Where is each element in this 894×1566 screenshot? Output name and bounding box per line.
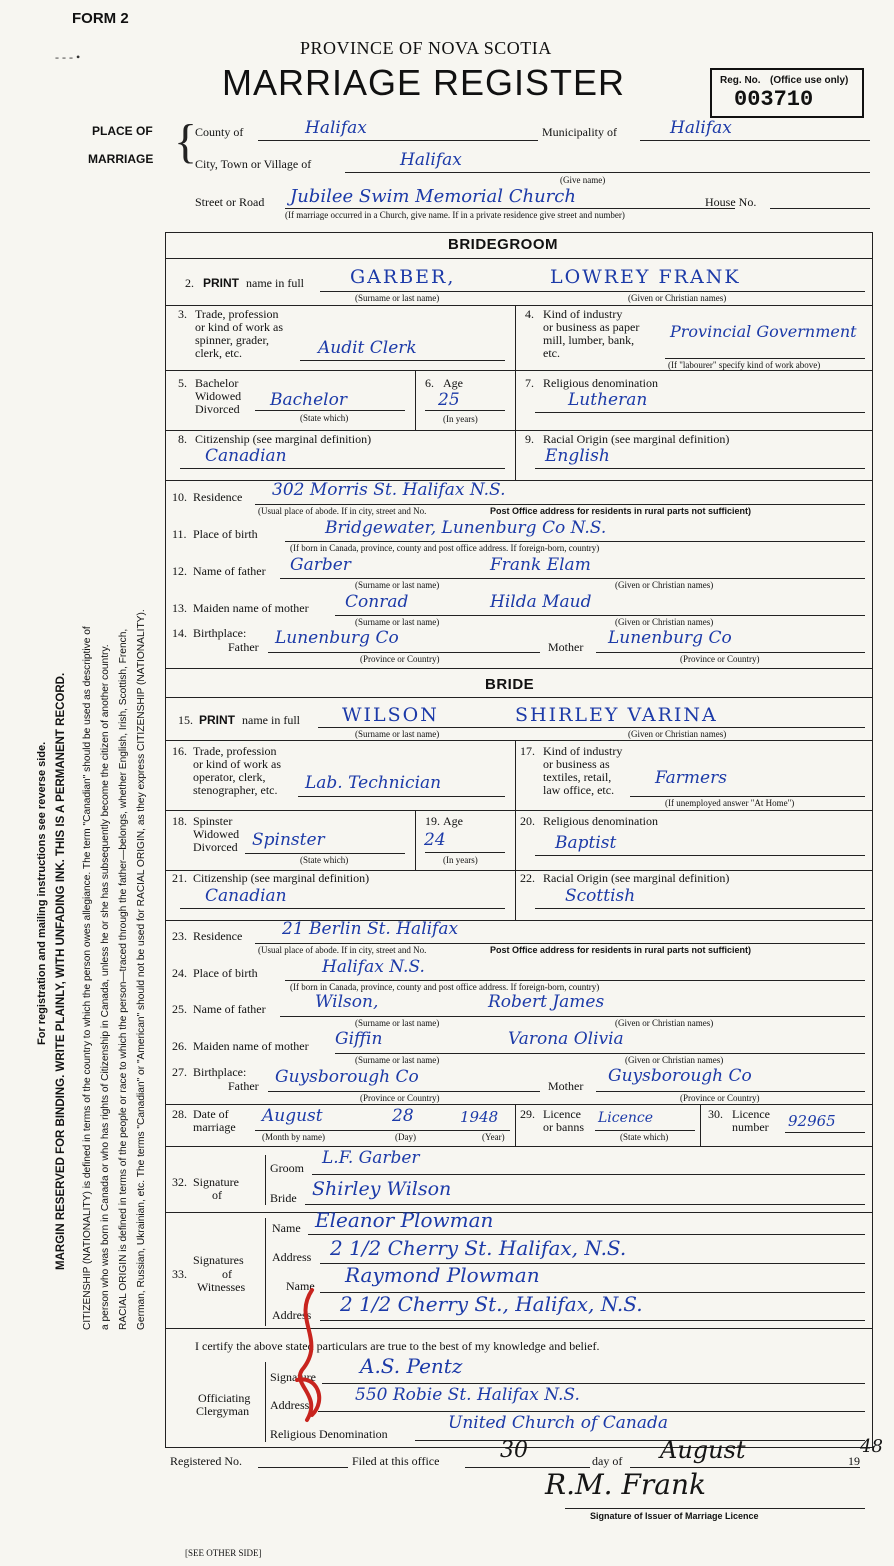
- witness1-name-label: Name: [272, 1221, 301, 1235]
- witness1-name-line: [308, 1234, 865, 1235]
- clergy-denomination: United Church of Canada: [448, 1413, 668, 1433]
- f11-line: [285, 541, 865, 542]
- f9-line: [535, 468, 865, 469]
- religious-denomination-label: Religious Denomination: [270, 1427, 388, 1441]
- margin-instruction-1: For registration and mailing instructions see reverse side.: [36, 741, 48, 1045]
- f6-num: 6.: [425, 376, 434, 390]
- day-caption: (Day): [395, 1132, 416, 1142]
- marriage-month: August: [262, 1106, 323, 1126]
- f18-line1: Spinster: [193, 814, 233, 828]
- witness1-address-label: Address: [272, 1250, 312, 1264]
- f22-num: 22.: [520, 871, 535, 885]
- bridegroom-heading: BRIDEGROOM: [448, 236, 558, 253]
- mother-label: Mother: [548, 1079, 584, 1093]
- give-name-caption: (Give name): [560, 175, 606, 185]
- given-caption: (Given or Christian names): [615, 580, 714, 590]
- divider: [515, 430, 516, 480]
- province-caption: (Province or Country): [680, 1093, 760, 1103]
- witness2-name: Raymond Plowman: [345, 1263, 540, 1287]
- f2-line: [320, 291, 865, 292]
- f17-num: 17.: [520, 744, 535, 758]
- f24-num: 24.: [172, 966, 187, 980]
- f32-line1: Signature: [193, 1175, 239, 1189]
- divider: [515, 305, 516, 370]
- bride-age: 24: [424, 830, 446, 850]
- f33-line2: of: [222, 1267, 232, 1281]
- f12-line: [280, 578, 865, 579]
- f13-num: 13.: [172, 601, 187, 615]
- f4-line2: or business as paper: [543, 320, 640, 334]
- f29-line1: Licence: [543, 1107, 581, 1121]
- f15-print: PRINT: [199, 713, 235, 727]
- f26-label: Maiden name of mother: [193, 1039, 309, 1053]
- bride-heading: BRIDE: [485, 676, 535, 693]
- bride-mother-given: Varona Olivia: [508, 1029, 624, 1049]
- f27-label: Birthplace:: [193, 1065, 247, 1079]
- margin-instruction-2: MARGIN RESERVED FOR BINDING. WRITE PLAINLY, WITH UNFADING INK. THIS IS A PERMANENT RECORD.: [55, 672, 67, 1270]
- f26-line: [335, 1053, 865, 1054]
- f4-line1: Kind of industry: [543, 307, 623, 321]
- f16-line1: Trade, profession: [193, 744, 277, 758]
- f10-num: 10.: [172, 490, 187, 504]
- clergy-signature-label: Signature: [270, 1370, 316, 1384]
- witness2-address: 2 1/2 Cherry St., Halifax, N.S.: [340, 1292, 643, 1316]
- residence-note: Post Office address for residents in rural parts not sufficient): [490, 945, 752, 955]
- f33-line3: Witnesses: [197, 1280, 246, 1294]
- divider: [700, 1104, 701, 1146]
- street-line: [285, 208, 735, 209]
- f28-line2: marriage: [193, 1120, 236, 1134]
- divider: [165, 258, 873, 259]
- given-caption: (Given or Christian names): [615, 617, 714, 627]
- licence-number: 92965: [788, 1112, 836, 1130]
- municipality-value: Halifax: [670, 118, 732, 138]
- f4-line: [665, 358, 865, 359]
- clergy-address: 550 Robie St. Halifax N.S.: [355, 1385, 580, 1405]
- witness2-address-line: [320, 1320, 865, 1321]
- f29-num: 29.: [520, 1107, 535, 1121]
- surname-caption: (Surname or last name): [355, 617, 440, 627]
- f5-line: [255, 410, 405, 411]
- f2-label: name in full: [246, 276, 304, 290]
- f17-line3: textiles, retail,: [543, 770, 612, 784]
- f25-label: Name of father: [193, 1002, 266, 1016]
- groom-label: Groom: [270, 1161, 304, 1175]
- f2-print: PRINT: [203, 276, 239, 290]
- house-line: [770, 208, 870, 209]
- filed-day: 30: [500, 1438, 528, 1463]
- f17-line1: Kind of industry: [543, 744, 623, 758]
- divider: [165, 810, 873, 811]
- groom-given: LOWREY FRANK: [550, 266, 741, 288]
- groom-mother-given: Hilda Maud: [490, 592, 592, 612]
- f23-line: [255, 943, 865, 944]
- f21-label: Citizenship (see marginal definition): [193, 871, 370, 885]
- groom-father-birthplace: Lunenburg Co: [275, 628, 399, 648]
- f17-line2: or business as: [543, 757, 610, 771]
- groom-signature: L.F. Garber: [322, 1148, 420, 1168]
- f5-line2: Widowed: [195, 389, 242, 403]
- filed-label: Filed at this office: [352, 1454, 440, 1468]
- year-caption: (Year): [482, 1132, 505, 1142]
- county-value: Halifax: [305, 118, 367, 138]
- surname-caption: (Surname or last name): [355, 1018, 440, 1028]
- f6-label: Age: [443, 376, 463, 390]
- birth-caption: (If born in Canada, province, county and post office address. If foreign-born, country): [290, 982, 600, 992]
- f24-label: Place of birth: [193, 966, 258, 980]
- f2-num: 2.: [185, 276, 194, 290]
- f15-line: [318, 727, 865, 728]
- divider: [165, 1212, 873, 1213]
- bride-label: Bride: [270, 1191, 297, 1205]
- witness1-address: 2 1/2 Cherry St. Halifax, N.S.: [330, 1236, 627, 1260]
- see-other-side: [SEE OTHER SIDE]: [185, 1548, 262, 1558]
- groom-father-given: Frank Elam: [490, 555, 591, 575]
- father-label: Father: [228, 640, 259, 654]
- f14-label: Birthplace:: [193, 626, 247, 640]
- f5-line3: Divorced: [195, 402, 240, 416]
- f32-line2: of: [212, 1188, 222, 1202]
- bride-residence: 21 Berlin St. Halifax: [282, 919, 459, 939]
- f3-line: [300, 360, 505, 361]
- in-years: (In years): [443, 414, 478, 424]
- clergy-line1: Officiating: [198, 1391, 251, 1405]
- f20-line: [535, 855, 865, 856]
- f3-line3: spinner, grader,: [195, 333, 270, 347]
- divider: [415, 810, 416, 870]
- bride-trade: Lab. Technician: [305, 773, 442, 793]
- registered-label: Registered No.: [170, 1454, 242, 1468]
- f18-line2: Widowed: [193, 827, 240, 841]
- f28-line: [255, 1130, 510, 1131]
- surname-caption: (Surname or last name): [355, 293, 440, 303]
- reg-number-box: [710, 68, 864, 118]
- divider: [165, 920, 873, 921]
- brace-icon: {: [174, 115, 198, 168]
- clergy-address-label: Address: [270, 1398, 310, 1412]
- month-caption: (Month by name): [262, 1132, 325, 1142]
- groom-trade: Audit Clerk: [318, 338, 417, 358]
- f9-label: Racial Origin (see marginal definition): [543, 432, 730, 446]
- f25-line: [280, 1016, 865, 1017]
- filed-year: 48: [860, 1436, 883, 1457]
- f9-num: 9.: [525, 432, 534, 446]
- witness2-name-label: Name: [286, 1279, 315, 1293]
- bride-father-given: Robert James: [488, 992, 605, 1012]
- divider: [165, 305, 873, 306]
- f18-line3: Divorced: [193, 840, 238, 854]
- f18-line: [245, 853, 405, 854]
- bride-birthplace: Halifax N.S.: [322, 957, 425, 977]
- divider: [165, 430, 873, 431]
- f14-mother-line: [596, 652, 865, 653]
- province-caption: (Province or Country): [360, 1093, 440, 1103]
- given-caption: (Given or Christian names): [628, 293, 727, 303]
- province-caption: (Province or Country): [680, 654, 760, 664]
- father-label: Father: [228, 1079, 259, 1093]
- groom-residence: 302 Morris St. Halifax N.S.: [272, 480, 506, 500]
- f33-line1: Signatures: [193, 1253, 244, 1267]
- margin-definition-2: a person who was born in Canada or who has rights of Citizenship in Canada, unless he or she has subsequently become the citizen of another country.: [100, 644, 111, 1330]
- f27-father-line: [268, 1091, 540, 1092]
- f4-num: 4.: [525, 307, 534, 321]
- divider: [165, 668, 873, 669]
- clergy-address-line: [318, 1411, 865, 1412]
- county-label: County of: [195, 125, 244, 139]
- f19-num: 19.: [425, 814, 440, 828]
- f29-line: [595, 1130, 695, 1131]
- margin-definition-3: RACIAL ORIGIN is defined in terms of the people or race to which the person—traced through the father—belongs, whether English, Irish, Scottish, French,: [118, 628, 129, 1330]
- issuer-signature: R.M. Frank: [545, 1468, 706, 1501]
- f13-line: [335, 615, 865, 616]
- f19-line: [425, 852, 505, 853]
- f16-line3: operator, clerk,: [193, 770, 266, 784]
- street-label: Street or Road: [195, 195, 265, 209]
- f15-label: name in full: [242, 713, 300, 727]
- f13-label: Maiden name of mother: [193, 601, 309, 615]
- groom-age: 25: [438, 390, 460, 410]
- f29-line2: or banns: [543, 1120, 584, 1134]
- given-caption: (Given or Christian names): [628, 729, 727, 739]
- red-ink-mark: [282, 1280, 342, 1435]
- groom-status: Bachelor: [270, 390, 347, 410]
- groom-mother-birthplace: Lunenburg Co: [608, 628, 732, 648]
- filed-month: August: [660, 1436, 746, 1464]
- municipality-label: Municipality of: [542, 125, 617, 139]
- dash-mark: - - - •: [55, 50, 81, 64]
- mother-label: Mother: [548, 640, 584, 654]
- street-value: Jubilee Swim Memorial Church: [290, 186, 576, 207]
- bride-industry: Farmers: [655, 768, 727, 788]
- f30-line: [785, 1132, 865, 1133]
- f8-label: Citizenship (see marginal definition): [195, 432, 372, 446]
- f30-line1: Licence: [732, 1107, 770, 1121]
- bride-mother-surname: Giffin: [335, 1029, 383, 1049]
- f12-label: Name of father: [193, 564, 266, 578]
- given-caption: (Given or Christian names): [615, 1018, 714, 1028]
- f4-line4: etc.: [543, 346, 560, 360]
- f5-line1: Bachelor: [195, 376, 239, 390]
- groom-sig-line: [312, 1174, 865, 1175]
- f28-num: 28.: [172, 1107, 187, 1121]
- clergy-signature: A.S. Pentz: [360, 1354, 463, 1378]
- divider: [515, 370, 516, 430]
- margin-definition-1: CITIZENSHIP (NATIONALITY) is defined in terms of the country to which the person owes allegiance. The term "Canadian" should be used as descriptive of: [82, 626, 93, 1330]
- f18-num: 18.: [172, 814, 187, 828]
- page-title: MARRIAGE REGISTER: [222, 62, 626, 103]
- f16-num: 16.: [172, 744, 187, 758]
- f33-num: 33.: [172, 1267, 187, 1281]
- divider: [515, 1104, 516, 1146]
- divider: [165, 1328, 873, 1329]
- divider: [515, 740, 516, 810]
- witness1-name: Eleanor Plowman: [315, 1208, 494, 1232]
- marriage-day: 28: [392, 1106, 414, 1126]
- f6-line: [425, 410, 505, 411]
- county-line: [258, 140, 538, 141]
- f22-line: [535, 908, 865, 909]
- f16-line: [298, 796, 505, 797]
- groom-religion: Lutheran: [568, 390, 648, 410]
- f17-line: [630, 796, 865, 797]
- house-label: House No.: [705, 195, 757, 209]
- f4-line3: mill, lumber, bank,: [543, 333, 635, 347]
- divider: [515, 810, 516, 870]
- bride-status: Spinster: [252, 830, 325, 850]
- province-caption: (Province or Country): [360, 654, 440, 664]
- registered-line: [258, 1467, 348, 1468]
- f3-line1: Trade, profession: [195, 307, 279, 321]
- birth-caption: (If born in Canada, province, county and post office address. If foreign-born, country): [290, 543, 600, 553]
- f3-line4: clerk, etc.: [195, 346, 242, 360]
- f7-line: [535, 412, 865, 413]
- f16-line4: stenographer, etc.: [193, 783, 278, 797]
- state-which: (State which): [300, 855, 349, 865]
- f30-num: 30.: [708, 1107, 723, 1121]
- groom-mother-surname: Conrad: [345, 592, 409, 612]
- margin-definition-4: German, Russian, Ukrainian, etc. The terms "Canadian" or "American" should not be used for RACIAL ORIGIN, as they express CITIZENSHIP (NATIONALITY).: [136, 609, 147, 1330]
- f10-line: [255, 504, 865, 505]
- bride-given: SHIRLEY VARINA: [515, 704, 718, 726]
- street-note: (If marriage occurred in a Church, give name. If in a private residence give street and number): [285, 210, 625, 220]
- bride-father-surname: Wilson,: [315, 992, 379, 1012]
- licence-type: Licence: [598, 1110, 654, 1126]
- place-label-2: MARRIAGE: [88, 152, 154, 166]
- divider: [165, 697, 873, 698]
- reg-office-note: (Office use only): [770, 75, 849, 86]
- city-line: [345, 172, 870, 173]
- f23-label: Residence: [193, 929, 243, 943]
- residence-caption: (Usual place of abode. If in city, street and No.: [258, 506, 427, 516]
- surname-caption: (Surname or last name): [355, 580, 440, 590]
- f19-label: Age: [443, 814, 463, 828]
- f16-line2: or kind of work as: [193, 757, 281, 771]
- bride-racial: Scottish: [565, 886, 636, 906]
- f3-num: 3.: [178, 307, 187, 321]
- in-years: (In years): [443, 855, 478, 865]
- f5-num: 5.: [178, 376, 187, 390]
- clergy-line2: Clergyman: [196, 1404, 250, 1418]
- place-label-1: PLACE OF: [92, 124, 153, 138]
- reg-label: Reg. No.: [720, 75, 761, 86]
- reg-number: 003710: [734, 87, 814, 112]
- f21-line: [180, 908, 505, 909]
- bride-surname: WILSON: [342, 704, 439, 726]
- divider: [265, 1155, 266, 1205]
- f14-num: 14.: [172, 626, 187, 640]
- bride-father-birthplace: Guysborough Co: [275, 1067, 419, 1087]
- groom-father-surname: Garber: [290, 555, 351, 575]
- city-value: Halifax: [400, 150, 462, 170]
- divider: [515, 870, 516, 920]
- f24-line: [285, 980, 865, 981]
- f27-mother-line: [596, 1091, 865, 1092]
- surname-caption: (Surname or last name): [355, 729, 440, 739]
- groom-surname: GARBER,: [350, 266, 456, 288]
- f25-num: 25.: [172, 1002, 187, 1016]
- state-which: (State which): [300, 413, 349, 423]
- f8-line: [180, 468, 505, 469]
- f30-line2: number: [732, 1120, 769, 1134]
- groom-birthplace: Bridgewater, Lunenburg Co N.S.: [325, 518, 607, 538]
- state-which: (State which): [620, 1132, 669, 1142]
- groom-industry: Provincial Government: [670, 322, 857, 341]
- divider: [415, 370, 416, 430]
- issuer-line: [565, 1508, 865, 1509]
- witness2-address-label: Address: [272, 1308, 312, 1322]
- f32-num: 32.: [172, 1175, 187, 1189]
- marriage-year: 1948: [460, 1108, 499, 1126]
- city-label: City, Town or Village of: [195, 157, 312, 171]
- f21-num: 21.: [172, 871, 187, 885]
- certify-statement: I certify the above stated particulars are true to the best of my knowledge and belief.: [195, 1339, 600, 1353]
- year-prefix: 19: [848, 1454, 860, 1468]
- bride-religion: Baptist: [555, 833, 617, 853]
- f17-note: (If unemployed answer "At Home"): [665, 798, 795, 808]
- f15-num: 15.: [178, 713, 193, 727]
- f17-line4: law office, etc.: [543, 783, 615, 797]
- f4-note: (If "labourer" specify kind of work above): [668, 360, 821, 370]
- issuer-caption: Signature of Issuer of Marriage Licence: [590, 1511, 759, 1521]
- divider: [265, 1218, 266, 1326]
- form-label: FORM 2: [72, 10, 129, 27]
- religious-line: [415, 1440, 865, 1441]
- bride-signature: Shirley Wilson: [312, 1178, 452, 1200]
- f20-num: 20.: [520, 814, 535, 828]
- f11-num: 11.: [172, 527, 187, 541]
- f7-num: 7.: [525, 376, 534, 390]
- f11-label: Place of birth: [193, 527, 258, 541]
- f23-num: 23.: [172, 929, 187, 943]
- f27-num: 27.: [172, 1065, 187, 1079]
- f10-label: Residence: [193, 490, 243, 504]
- residence-caption: (Usual place of abode. If in city, street and No.: [258, 945, 427, 955]
- bride-sig-line: [305, 1204, 865, 1205]
- f14-father-line: [268, 652, 540, 653]
- surname-caption: (Surname or last name): [355, 1055, 440, 1065]
- groom-citizenship: Canadian: [205, 446, 287, 466]
- f28-line1: Date of: [193, 1107, 229, 1121]
- f26-num: 26.: [172, 1039, 187, 1053]
- f12-num: 12.: [172, 564, 187, 578]
- divider: [165, 740, 873, 741]
- f20-label: Religious denomination: [543, 814, 658, 828]
- groom-racial: English: [545, 446, 610, 466]
- f7-label: Religious denomination: [543, 376, 658, 390]
- day-of-label: day of: [592, 1454, 623, 1468]
- divider: [165, 370, 873, 371]
- bride-citizenship: Canadian: [205, 886, 287, 906]
- f8-num: 8.: [178, 432, 187, 446]
- municipality-line: [640, 140, 870, 141]
- bride-mother-birthplace: Guysborough Co: [608, 1066, 752, 1086]
- province-title: PROVINCE OF NOVA SCOTIA: [300, 38, 552, 58]
- f22-label: Racial Origin (see marginal definition): [543, 871, 730, 885]
- divider: [165, 1104, 873, 1105]
- f3-line2: or kind of work as: [195, 320, 283, 334]
- divider: [265, 1362, 266, 1442]
- residence-note: Post Office address for residents in rural parts not sufficient): [490, 506, 752, 516]
- given-caption: (Given or Christian names): [625, 1055, 724, 1065]
- clergy-sig-line: [322, 1383, 865, 1384]
- divider: [165, 1146, 873, 1147]
